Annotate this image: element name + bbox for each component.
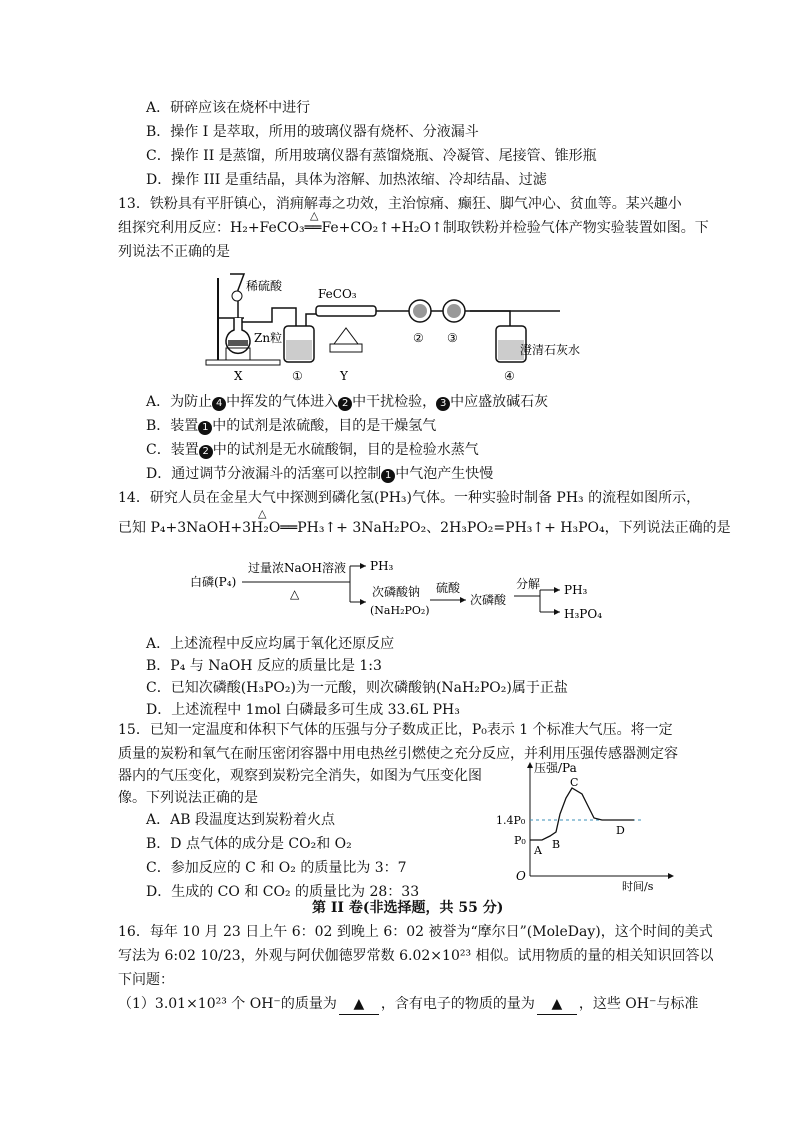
flow-h3po4: H₃PO₄ <box>564 607 602 621</box>
q13-option-b: B．装置 1 中的试剂是浓硫酸，目的是干燥氢气 <box>146 418 437 434</box>
q13-stem-line1: 13．铁粉具有平肝镇心，消痈解毒之功效，主治惊痛、癫狂、脚气冲心、贫血等。某兴趣小 <box>118 196 682 212</box>
q15-stem-line3: 器内的气压变化，观察到炭粉完全消失，如图为气压变化图 <box>118 768 482 784</box>
q13-option-d: D．通过调节分液漏斗的活塞可以控制 1 中气泡产生快慢 <box>146 466 494 482</box>
label-3: ③ <box>447 331 458 345</box>
q15-option-d: D．生成的 CO 和 CO₂ 的质量比为 28：33 <box>146 884 420 900</box>
q14-option-a: A．上述流程中反应均属于氧化还原反应 <box>146 636 395 652</box>
q13-option-c: C．装置 2 中的试剂是无水硫酸铜，目的是检验水蒸气 <box>146 442 479 458</box>
graph-point-b: B <box>552 838 561 851</box>
label-1: ① <box>292 369 303 383</box>
label-2: ② <box>413 331 424 345</box>
q15-stem-line1: 15．已知一定温度和体积下气体的压强与分子数成正比，P₀表示 1 个标准大气压。将一定 <box>118 722 673 738</box>
label-y: Y <box>340 369 348 383</box>
q13-stem-line2: 组探究利用反应：H₂+FeCO₃══Fe+CO₂↑+H₂O↑制取铁粉并检验气体产物实验装置如图。下 <box>118 220 709 236</box>
label-x: X <box>234 369 243 383</box>
section-heading: 第 II 卷(非选择题，共 55 分) <box>312 900 504 916</box>
graph-p14: 1.4P₀ <box>496 814 526 827</box>
circled-2: 2 <box>199 445 213 459</box>
answer-blank[interactable]: ▲ <box>537 994 577 1015</box>
q12-option-a: A．研碎应该在烧杯中进行 <box>146 100 311 116</box>
flow-diagram <box>190 552 610 628</box>
limewater-label: 澄清石灰水 <box>520 343 581 357</box>
circled-2: 2 <box>338 397 352 411</box>
q16-stem-line3: 下问题： <box>118 972 174 988</box>
q14-option-c: C．已知次磷酸(H₃PO₂)为一元酸，则次磷酸钠(NaH₂PO₂)属于正盐 <box>146 680 568 696</box>
heat-symbol: △ <box>310 209 319 222</box>
flow-hypo: 次磷酸 <box>470 593 507 607</box>
label-4: ④ <box>504 369 515 383</box>
graph-p0: P₀ <box>514 834 526 847</box>
graph-point-d: D <box>616 824 625 837</box>
feco3-label: FeCO₃ <box>318 287 357 301</box>
q15-option-c: C．参加反应的 C 和 O₂ 的质量比为 3：7 <box>146 860 407 876</box>
q14-option-b: B．P₄ 与 NaOH 反应的质量比是 1:3 <box>146 658 382 674</box>
circled-4: 4 <box>212 397 226 411</box>
graph-ylabel: 压强/Pa <box>534 761 577 775</box>
apparatus-diagram <box>200 268 640 386</box>
circled-1: 1 <box>198 421 212 435</box>
q14-stem-line2: 已知 P₄+3NaOH+3H₂O══PH₃↑+ 3NaH₂PO₂、2H₃PO₂=PH₃↑+ H₃PO₄，下列说法正确的是 <box>118 520 731 536</box>
q13-stem-line3: 列说法不正确的是 <box>118 244 230 260</box>
flow-heat: △ <box>290 587 300 601</box>
acid-label: 稀硫酸 <box>246 279 283 293</box>
q12-option-b: B．操作 I 是萃取，所用的玻璃仪器有烧杯、分液漏斗 <box>146 124 479 140</box>
graph-point-a: A <box>534 844 542 857</box>
circled-1: 1 <box>381 469 395 483</box>
circled-3: 3 <box>436 397 450 411</box>
flow-acid: 硫酸 <box>436 581 461 595</box>
q15-stem-line4: 像。下列说法正确的是 <box>118 790 258 806</box>
graph-point-c: C <box>570 776 579 789</box>
q12-option-c: C．操作 II 是蒸馏，所用玻璃仪器有蒸馏烧瓶、冷凝管、尾接管、锥形瓶 <box>146 148 597 164</box>
q14-stem-line1: 14．研究人员在金星大气中探测到磷化氢(PH₃)气体。一种实验时制备 PH₃ 的流程如图所示， <box>118 490 701 506</box>
flow-salt-formula: (NaH₂PO₂) <box>370 604 430 617</box>
q13-option-a: A．为防止 4 中挥发的气体进入 2 中干扰检验， 3 中应盛放碱石灰 <box>146 394 549 410</box>
q16-part1: （1）3.01×10²³ 个 OH⁻的质量为 ▲ ，含有电子的物质的量为 ▲ ，这些 OH⁻与标准 <box>118 994 698 1015</box>
flow-reagent: 过量浓NaOH溶液 <box>248 561 346 575</box>
flow-ph3: PH₃ <box>370 559 394 573</box>
q12-option-d: D．操作 III 是重结晶，具体为溶解、加热浓缩、冷却结晶、过滤 <box>146 172 547 188</box>
q14-option-d: D．上述流程中 1mol 白磷最多可生成 33.6L PH₃ <box>146 702 460 718</box>
answer-blank[interactable]: ▲ <box>339 994 379 1015</box>
zn-label: Zn粒 <box>254 331 283 345</box>
pressure-graph <box>494 758 680 892</box>
q15-stem-line2: 质量的炭粉和氧气在耐压密闭容器中用电热丝引燃使之充分反应，并利用压强传感器测定容 <box>118 746 678 762</box>
flow-start: 白磷(P₄) <box>190 575 237 589</box>
graph-xlabel: 时间/s <box>622 880 654 892</box>
q16-stem-line2: 写法为 6:02 10/23，外观与阿伏伽德罗常数 6.02×10²³ 相似。试用物质的量的相关知识回答以 <box>118 948 714 964</box>
flow-ph3b: PH₃ <box>564 583 588 597</box>
graph-origin: O <box>516 869 526 883</box>
q15-option-b: B．D 点气体的成分是 CO₂和 O₂ <box>146 836 352 852</box>
q16-stem-line1: 16．每年 10 月 23 日上午 6：02 到晚上 6：02 被誉为“摩尔日”(MoleDay)，这个时间的美式 <box>118 924 713 940</box>
q15-option-a: A．AB 段温度达到炭粉着火点 <box>146 812 335 828</box>
heat-symbol: △ <box>258 507 267 520</box>
flow-salt: 次磷酸钠 <box>372 585 421 599</box>
flow-decomp: 分解 <box>516 577 541 591</box>
